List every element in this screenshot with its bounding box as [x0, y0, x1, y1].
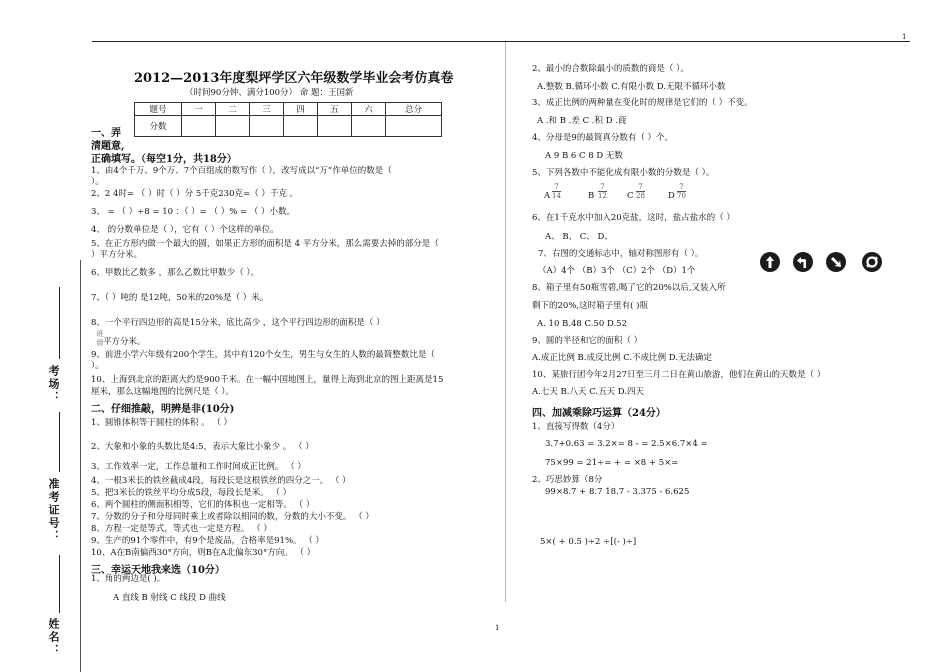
- calc-1-row-2: 75×99 = 21÷= + = ×8 + 5×=: [545, 458, 679, 468]
- score-cell[interactable]: [216, 116, 250, 137]
- score-cell[interactable]: [352, 116, 386, 137]
- question-5b: ）平方分米。: [91, 250, 143, 260]
- choice-9-options: A.成正比例 B.成反比例 C.不成比例 D.无法确定: [532, 353, 713, 363]
- section-2-heading: 二、仔细推敲，明辨是非(10分): [91, 404, 235, 415]
- choice-5-fraction-c: [636, 183, 645, 200]
- judge-1: 1、圆锥体积等于圆柱的体积 。 （ ）: [91, 418, 233, 428]
- choice-3-options: A .和 B .差 C .积 D .商: [537, 116, 627, 126]
- score-cell[interactable]: [386, 116, 442, 137]
- page-number-bottom: 1: [495, 624, 500, 632]
- score-label-cell: 分数: [135, 116, 182, 137]
- calc-1-heading: 1、直接写得数（4分）: [532, 422, 620, 432]
- bind-id-line: [59, 412, 60, 472]
- judge-10: 10、A在B南偏西30°方向，则B在A北偏东30°方向。 （ ）: [91, 548, 316, 558]
- judge-9: 9、生产的91个零件中，有9个是废品，合格率是91%。 （ ）: [91, 536, 324, 546]
- choice-5-label-c: C: [627, 191, 634, 201]
- calc-2-row-1: 99×8.7 + 8.7 18.7 - 3.375 - 6.625: [545, 487, 690, 497]
- choice-1: 1、角的两边是( )。: [91, 574, 166, 584]
- score-cell[interactable]: [182, 116, 216, 137]
- question-8a: 8、一个平行四边形的高是15分米，底比高少 ，这个平行四边形的面积是（ ）: [91, 318, 385, 328]
- choice-4: 4、分母是9的最简真分数有（ ）个。: [532, 133, 674, 143]
- fraction-numerator: 7: [638, 183, 643, 191]
- bind-name-label: 姓名：: [47, 618, 60, 657]
- fraction-numerator: 7: [600, 183, 605, 191]
- column-divider: [505, 42, 506, 602]
- calc-2-heading: 2、巧思妙算（8分: [532, 475, 603, 485]
- fraction-denominator: 14: [552, 192, 561, 200]
- bind-id-label: 准考证号：: [47, 478, 60, 543]
- calc-2-row-2: 5×( + 0.5 )÷2 ÷[(- )÷]: [540, 537, 637, 547]
- score-header-cell: 题号: [135, 103, 182, 116]
- choice-8-options: A. 10 B.48 C.50 D.52: [537, 319, 627, 329]
- choice-5-label-d: D: [668, 191, 675, 201]
- question-9b: ）。: [91, 361, 104, 371]
- choice-7-options: （A）4个 （B）3个 （C）2个 （D）1个: [538, 266, 696, 276]
- section-1-heading-b: 清题意,: [91, 141, 125, 152]
- bind-class-label: 班级: [96, 330, 104, 348]
- question-10b: 厘米，那么这幅地图的比例尺是（ ）。: [91, 387, 234, 397]
- score-header-cell: 二: [216, 103, 250, 116]
- judge-2: 2、大象和小象的头数比是4:5，表示大象比小象少 。 （ ）: [91, 442, 314, 452]
- bind-exam-label: 考场：: [47, 365, 60, 404]
- choice-8b: 剩下的20%,这时箱子里有( )瓶: [532, 301, 648, 311]
- judge-7: 7、分数的分子和分母同时乘上或者除以相同的数，分数的大小不变。 （ ）: [91, 512, 374, 522]
- score-header-cell: 六: [352, 103, 386, 116]
- question-2: 2、2 4时= （ ）时（ ）分 5千克230克=（ ）千克 。: [91, 189, 299, 199]
- choice-5-fraction-b: [598, 183, 607, 200]
- score-cell[interactable]: [284, 116, 318, 137]
- exam-subtitle: （时间90分钟、满分100分） 命 题：王国新: [185, 88, 354, 98]
- choice-7: 7、右图的交通标志中，轴对称图形有（ ）。: [538, 249, 704, 259]
- fraction-numerator: 7: [679, 183, 684, 191]
- choice-10-options: A.七天 B.八天 C.五天 D.四天: [532, 387, 645, 397]
- question-5a: 5、在正方形内做一个最大的圆，如果正方形的面积是 4 平方分米，那么需要去掉的部分是（: [91, 239, 439, 249]
- score-header-cell: 四: [284, 103, 318, 116]
- judge-3: 3、工作效率一定，工作总量和工作时间成正比例。 （ ）: [91, 462, 306, 472]
- fraction-numerator: 7: [554, 183, 559, 191]
- score-header-cell: 三: [250, 103, 284, 116]
- question-10a: 10、上海到北京的距离大约是900千米。在一幅中国地图上，量得上海到北京的图上距离是15: [91, 375, 444, 385]
- question-6: 6、甲数比乙数多 ，那么乙数比甲数少（ ）。: [91, 268, 260, 278]
- choice-8a: 8、箱子里有50瓶雪碧,喝了它的20%以后,又装入所: [532, 283, 726, 293]
- top-rule: [92, 41, 910, 42]
- choice-6-options: A、 B、 C、 D、: [545, 232, 613, 242]
- choice-5-fraction-a: [552, 183, 561, 200]
- judge-6: 6、两个圆柱的侧面积相等，它们的体积也一定相等。 （ ）: [91, 500, 315, 510]
- score-header-cell: 一: [182, 103, 216, 116]
- question-3: 3、 = （ ）÷8 = 10 ：（ ）= （ ）% = （ ）小数。: [91, 207, 295, 217]
- left-turn-arrow-icon: [793, 252, 813, 272]
- score-header-cell: 总分: [386, 103, 442, 116]
- section-3-heading: 三、幸运天地我来选（10分）: [91, 565, 225, 576]
- straight-arrow-icon: [760, 252, 780, 272]
- fraction-denominator: 28: [636, 192, 645, 200]
- score-cell[interactable]: [250, 116, 284, 137]
- choice-3: 3、成正比例的两种量在变化时的规律是它们的（ ）不变。: [532, 98, 753, 108]
- score-header-cell: 五: [318, 103, 352, 116]
- judge-5: 5、把3米长的铁丝平均分成5段，每段长是米。 （ ）: [91, 488, 292, 498]
- choice-5-label-b: B: [588, 191, 595, 201]
- fraction-denominator: 70: [677, 192, 686, 200]
- section-1-heading-c: 正确填写。（每空1分，共18分）: [91, 154, 237, 165]
- diagonal-arrow-icon: [826, 252, 846, 272]
- calc-1-row-1: 3.7+0.63 = 3.2×= 8 - = 2.5×6.7×4 =: [545, 439, 708, 449]
- judge-4: 4、一根3米长的铁丝截成4段，每段长是这根铁丝的四分之一。 （ ）: [91, 476, 351, 486]
- choice-10: 10、某旅行团今年2月27日至三月二日在黄山旅游，他们在黄山的天数是（ ）: [532, 370, 826, 380]
- page-number-top: 1: [902, 33, 907, 41]
- choice-4-options: A 9 B 6 C 8 D 无数: [545, 151, 623, 161]
- choice-2: 2、最小的合数除最小的质数的商是（ ）。: [532, 64, 689, 74]
- judge-8: 8、方程一定是等式，等式也一定是方程。 （ ）: [91, 524, 272, 534]
- question-8b: 平方分米。: [103, 337, 146, 347]
- question-1b: ）。: [91, 177, 104, 187]
- bind-name-line: [59, 555, 60, 613]
- question-4: 4、 的分数单位是（ ），它有（ ）个这样的单位。: [91, 225, 279, 235]
- choice-5-fraction-d: [677, 183, 686, 200]
- fraction-denominator: 12: [598, 192, 607, 200]
- choice-5: 5、下列各数中不能化成有限小数的分数是（ ）。: [532, 168, 715, 178]
- question-9a: 9、前进小学六年级有200个学生，其中有120个女生，男生与女生的人数的最简整数比是（: [91, 350, 435, 360]
- choice-1-options: A 直线 B 射线 C 线段 D 曲线: [113, 593, 226, 603]
- roundabout-icon: [862, 252, 882, 272]
- score-cell[interactable]: [318, 116, 352, 137]
- section-1-heading-a: 一、弄: [91, 128, 121, 139]
- binding-line: [80, 260, 81, 672]
- choice-5-label-a: A: [544, 191, 551, 201]
- score-table: [134, 102, 442, 137]
- choice-9: 9、圆的半径和它的面积（ ）: [532, 336, 643, 346]
- question-1a: 1、由4个千万、9个万、7个百组成的数写作（ ），改写成以“万”作单位的数是（: [91, 166, 392, 176]
- bind-exam-line: [59, 287, 60, 359]
- question-7: 7、（ ）吨的 是12吨，50米的20%是（ ）米。: [91, 293, 269, 303]
- section-4-heading: 四、加减乘除巧运算（24分）: [532, 408, 666, 419]
- choice-2-options: A.整数 B.循环小数 C.有限小数 D.无限不循环小数: [537, 82, 726, 92]
- exam-title: 2012—2013年度梨坪学区六年级数学毕业会考仿真卷: [134, 71, 454, 86]
- choice-6: 6、在1千克水中加入20克盐，这时，盐占盐水的（ ）: [532, 213, 735, 223]
